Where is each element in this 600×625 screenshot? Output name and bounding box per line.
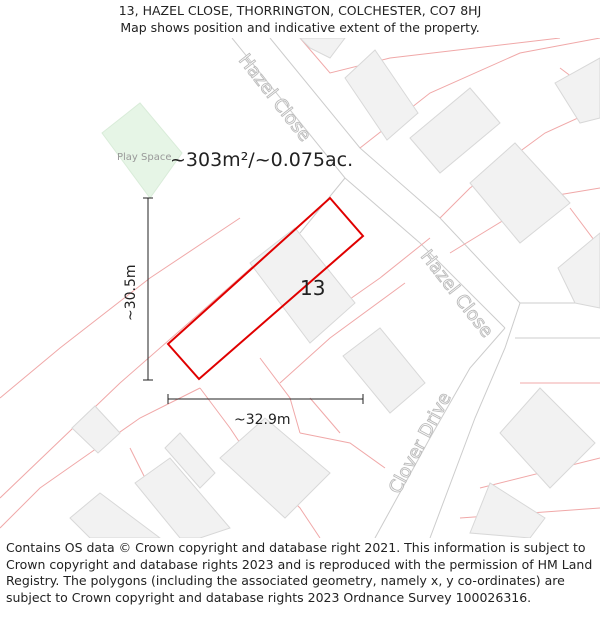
property-address: 13, HAZEL CLOSE, THORRINGTON, COLCHESTER, CO7 8HJ <box>118 3 482 18</box>
road-label-hazel-close-south: Hazel Close <box>416 246 498 342</box>
map-header <box>0 0 600 40</box>
area-label: ~303m²/~0.075ac. <box>170 149 354 171</box>
buildings <box>70 38 600 538</box>
road-label-clover-drive: Clover Drive <box>384 389 456 498</box>
width-dimension <box>168 394 363 404</box>
copyright-footer: Contains OS data © Crown copyright and database right 2021. This information is subject to Crown copyright and database rights 2023 and is reproduced with the permission of HM Land Registry. The polygons (including the associated geometry, namely x, y co-ordinates) are subject to Crown copyright and database rights 2023 Ordnance Survey 100026316. <box>6 540 593 605</box>
road-label-hazel-close-north: Hazel Close <box>234 50 316 146</box>
map-canvas[interactable] <box>0 38 600 538</box>
height-dimension-label: ~30.5m <box>123 264 139 321</box>
width-dimension-label: ~32.9m <box>234 412 291 428</box>
map-description: Map shows position and indicative extent of the property. <box>120 20 480 35</box>
height-dimension <box>143 198 153 380</box>
plot-number-label: 13 <box>300 276 326 300</box>
play-space-label: Play Space <box>117 152 172 163</box>
